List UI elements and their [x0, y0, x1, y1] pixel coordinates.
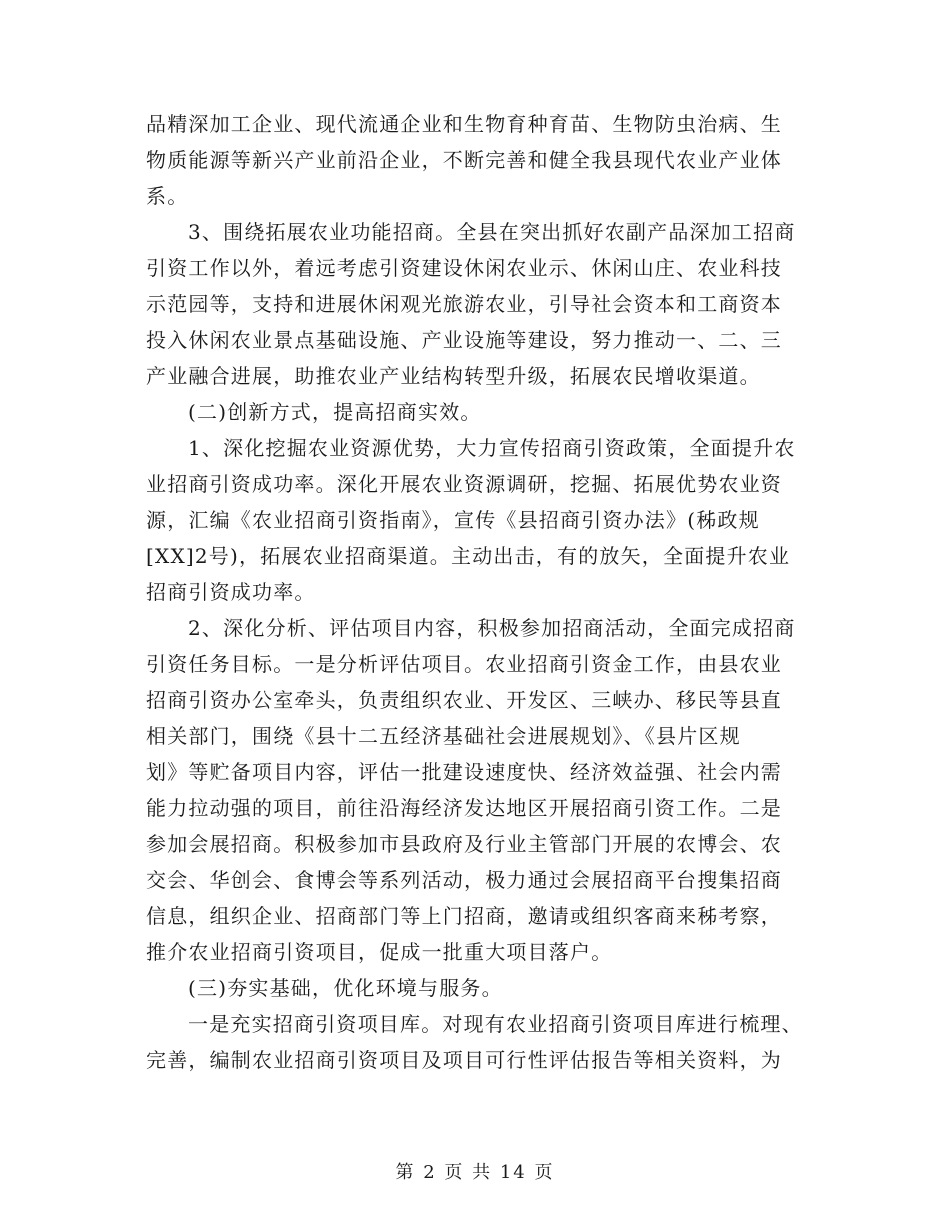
page-number: 第 2 页 共 14 页 — [395, 1162, 555, 1183]
document-body — [146, 106, 806, 1078]
text-line: 交会、华创会、食博会等系列活动，极力通过会展招商平台搜集招商 — [146, 868, 782, 892]
text-line: 引资工作以外，着远考虑引资建设休闲农业示、休闲山庄、农业科技 — [146, 256, 782, 280]
text-line: 产业融合进展，助推农业产业结构转型升级，拓展农民增收渠道。 — [146, 364, 761, 388]
text-line: 参加会展招商。积极参加市县政府及行业主管部门开展的农博会、农 — [146, 832, 782, 856]
text-line: 推介农业招商引资项目，促成一批重大项目落户。 — [146, 940, 613, 964]
text-line: 品精深加工企业、现代流通企业和生物育种育苗、生物防虫治病、生 — [146, 112, 782, 136]
text-line: (三)夯实基础，优化环境与服务。 — [188, 976, 503, 1000]
text-line: (二)创新方式，提高招商实效。 — [188, 400, 482, 424]
text-line: 相关部门，围绕《县十二五经济基础社会进展规划》、《县片区规 — [146, 724, 741, 748]
text-line: 引资任务目标。一是分析评估项目。农业招商引资金工作，由县农业 — [146, 652, 782, 676]
text-line: 业招商引资成功率。深化开展农业资源调研，挖掘、拓展优势农业资 — [146, 472, 782, 496]
text-line: 示范园等，支持和进展休闲观光旅游农业，引导社会资本和工商资本 — [146, 292, 782, 316]
text-line: 3、围绕拓展农业功能招商。全县在突出抓好农副产品深加工招商 — [188, 220, 796, 244]
text-line: [XX]2号)，拓展农业招商渠道。主动出击，有的放矢，全面提升农业 — [146, 544, 791, 568]
text-line: 招商引资成功率。 — [146, 580, 316, 604]
text-line: 一是充实招商引资项目库。对现有农业招商引资项目库进行梳理、 — [188, 1012, 803, 1036]
text-line: 投入休闲农业景点基础设施、产业设施等建设，努力推动一、二、三 — [146, 328, 782, 352]
text-line: 2、深化分析、评估项目内容，积极参加招商活动，全面完成招商 — [188, 616, 796, 640]
text-line: 源，汇编《农业招商引资指南》，宣传《县招商引资办法》(秭政规 — [146, 508, 760, 532]
text-line: 系。 — [146, 184, 189, 208]
text-line: 物质能源等新兴产业前沿企业，不断完善和健全我县现代农业产业体 — [146, 148, 782, 172]
text-line: 招商引资办公室牵头，负责组织农业、开发区、三峡办、移民等县直 — [146, 688, 782, 712]
text-line: 信息，组织企业、招商部门等上门招商，邀请或组织客商来秭考察， — [146, 904, 782, 928]
text-line: 能力拉动强的项目，前往沿海经济发达地区开展招商引资工作。二是 — [146, 796, 782, 820]
text-line: 完善，编制农业招商引资项目及项目可行性评估报告等相关资料，为 — [146, 1048, 782, 1072]
text-line: 划》等贮备项目内容，评估一批建设速度快、经济效益强、社会内需 — [146, 760, 782, 784]
text-line: 1、深化挖掘农业资源优势，大力宣传招商引资政策，全面提升农 — [188, 436, 796, 460]
